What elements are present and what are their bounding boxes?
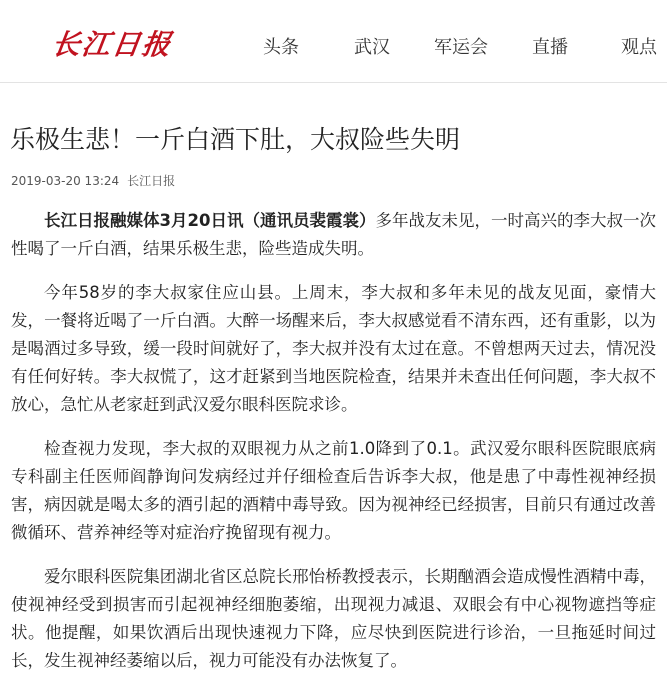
paragraph-text: 检查视力发现，李大叔的双眼视力从之前1.0降到了0.1。武汉爱尔眼科医院眼底病专科副主任医师阎静询问发病经过并仔细检查后告诉李大叔，他是患了中毒性视神经损害，病因就是喝太多的酒引起的酒精中毒导致。因为视神经已经损害，目前只有通过改善微循环、营养神经等对症治疗挽留现有视力。 (11, 439, 656, 542)
paragraph-text: 今年58岁的李大叔家住应山县。上周末，李大叔和多年未见的战友见面，豪情大发，一餐将近喝了一斤白酒。大醉一场醒来后，李大叔感觉看不清东西，还有重影，以为是喝酒过多导致，缓一段时间就好了，李大叔并没有太过在意。不曾想两天过去，情况没有任何好转。李大叔慌了，这才赶紧到当地医院检查，结果并未查出任何问题，李大叔不放心，急忙从老家赶到武汉爱尔眼科医院求诊。 (11, 283, 656, 414)
paragraph-text: 爱尔眼科医院集团湖北省区总院长邢怡桥教授表示，长期酗酒会造成慢性酒精中毒，使视神经受到损害而引起视神经细胞萎缩，出现视力减退、双眼会有中心视物遮挡等症状。他提醒，如果饮酒后出现快速视力下降，应尽快到医院进行诊治，一旦拖延时间过长，发生视神经萎缩以后，视力可能没有办法恢复了。 (11, 567, 656, 670)
article-paragraph (11, 207, 656, 263)
paragraph-text: 多年战友未见，一时高兴的李大叔一次性喝了一斤白酒，结果乐极生悲，险些造成失明。 (11, 211, 656, 258)
site-logo[interactable]: 长江日报 (49, 28, 175, 61)
nav-item-military-games[interactable]: 军运会 (434, 37, 488, 58)
article-paragraph (11, 279, 656, 419)
article-paragraph (11, 563, 656, 675)
article-source: 长江日报 (127, 174, 176, 188)
main-nav (0, 36, 667, 62)
nav-item-opinion[interactable]: 观点 (621, 37, 657, 58)
nav-item-wuhan[interactable]: 武汉 (354, 37, 390, 58)
paragraph-lead: 长江日报融媒体3月20日讯（通讯员裴霞裳） (44, 211, 376, 230)
article-paragraph (11, 435, 656, 547)
article-meta (11, 173, 175, 189)
site-header (0, 0, 667, 83)
article-title: 乐极生悲！一斤白酒下肚，大叔险些失明 (10, 125, 461, 154)
article-body (11, 207, 656, 683)
nav-item-live[interactable]: 直播 (532, 37, 568, 58)
nav-item-headlines[interactable]: 头条 (263, 37, 299, 58)
article-date: 2019-03-20 13:24 (11, 174, 120, 188)
